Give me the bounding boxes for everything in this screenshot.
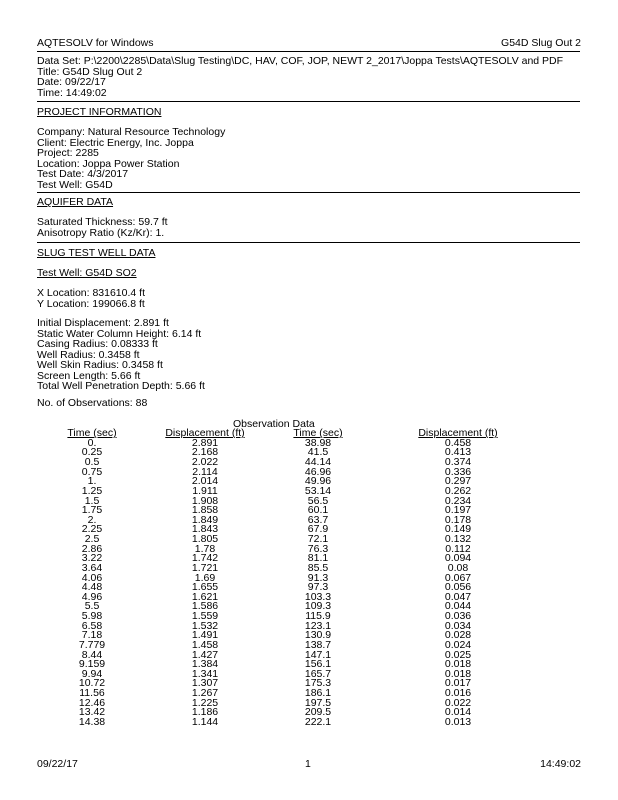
cell-displacement-2: 0.025 (444, 648, 472, 661)
cell-displacement-2: 0.132 (444, 533, 472, 546)
cell-displacement-1: 1.621 (191, 590, 219, 603)
cell-displacement-1: 1.858 (191, 504, 219, 517)
project-test-date: Test Date: 4/3/2017 (37, 168, 129, 180)
aquifer-divider (37, 242, 580, 243)
cell-displacement-2: 0.094 (444, 552, 472, 565)
cell-displacement-1: 1.805 (191, 533, 219, 546)
cell-time-1: 6.58 (81, 619, 103, 632)
cell-displacement-1: 2.014 (191, 475, 219, 488)
cell-time-2: 91.3 (307, 571, 329, 584)
well-param: Static Water Column Height: 6.14 ft (37, 327, 202, 340)
cell-time-1: 5.98 (81, 610, 103, 623)
cell-displacement-2: 0.017 (444, 677, 472, 690)
cell-time-1: 5.5 (84, 600, 100, 613)
cell-displacement-2: 0.297 (444, 475, 472, 488)
col-header-time-2: Time (sec) (293, 427, 343, 440)
project-divider (37, 192, 580, 193)
cell-time-1: 1.75 (81, 504, 103, 517)
cell-displacement-2: 0.178 (444, 513, 472, 526)
cell-displacement-2: 0.018 (444, 658, 472, 671)
cell-time-2: 130.9 (304, 629, 332, 642)
cell-time-1: 2. (87, 513, 97, 526)
cell-displacement-2: 0.044 (444, 600, 472, 613)
cell-time-1: 1.25 (81, 484, 103, 497)
cell-time-2: 56.5 (307, 494, 329, 507)
meta-block (37, 56, 563, 98)
observation-table (37, 429, 543, 727)
cell-time-1: 7.18 (81, 629, 103, 642)
cell-time-2: 222.1 (304, 715, 332, 728)
project-company: Company: Natural Resource Technology (37, 126, 226, 138)
cell-displacement-2: 0.014 (444, 706, 472, 719)
cell-time-1: 3.22 (81, 552, 103, 565)
cell-displacement-2: 0.067 (444, 571, 472, 584)
cell-displacement-2: 0.336 (444, 465, 472, 478)
col-header-time-1: Time (sec) (67, 427, 117, 440)
meta-date: Date: 09/22/17 (37, 76, 106, 88)
project-location: Location: Joppa Power Station (37, 157, 180, 170)
aquifer-anisotropy: Anisotropy Ratio (Kz/Kr): 1. (37, 226, 165, 239)
cell-displacement-2: 0.08 (447, 561, 469, 574)
cell-displacement-1: 1.69 (194, 571, 216, 584)
well-params-block (37, 318, 205, 392)
cell-time-1: 0.75 (81, 465, 103, 478)
cell-time-1: 8.44 (81, 648, 103, 661)
cell-time-2: 63.7 (307, 513, 329, 526)
cell-time-1: 1.5 (84, 494, 100, 507)
cell-displacement-1: 2.891 (191, 436, 219, 449)
cell-displacement-1: 1.78 (194, 542, 216, 555)
cell-displacement-1: 1.225 (191, 696, 219, 709)
cell-time-2: 123.1 (304, 619, 332, 632)
cell-displacement-2: 0.047 (444, 590, 472, 603)
cell-displacement-1: 1.721 (191, 561, 219, 574)
cell-time-2: 44.14 (304, 456, 332, 469)
cell-time-2: 72.1 (307, 533, 329, 546)
cell-displacement-1: 1.911 (192, 484, 218, 497)
cell-displacement-2: 0.197 (444, 504, 472, 517)
meta-divider (37, 101, 580, 102)
cell-displacement-1: 1.849 (191, 513, 219, 526)
cell-time-1: 14.38 (78, 715, 106, 728)
cell-time-1: 10.72 (78, 677, 106, 690)
cell-time-1: 13.42 (78, 706, 106, 719)
cell-displacement-1: 1.586 (191, 600, 219, 613)
cell-time-2: 147.1 (304, 648, 332, 661)
well-y-location: Y Location: 199066.8 ft (37, 297, 145, 310)
cell-time-2: 97.3 (307, 581, 329, 594)
cell-displacement-2: 0.234 (444, 494, 472, 507)
cell-displacement-2: 0.056 (444, 581, 472, 594)
cell-displacement-2: 0.036 (444, 610, 472, 623)
cell-displacement-2: 0.018 (444, 667, 472, 680)
cell-displacement-1: 1.843 (191, 523, 219, 536)
cell-time-1: 2.5 (84, 533, 100, 546)
cell-time-1: 4.48 (81, 581, 103, 594)
cell-displacement-1: 1.742 (191, 552, 219, 565)
cell-displacement-1: 1.384 (191, 658, 219, 671)
well-param: Initial Displacement: 2.891 ft (37, 317, 169, 329)
cell-time-2: 209.5 (304, 706, 332, 719)
cell-displacement-1: 1.427 (191, 648, 219, 661)
cell-time-2: 197.5 (304, 696, 332, 709)
well-test-well: Test Well: G54D SO2 (37, 267, 137, 279)
cell-time-2: 38.98 (304, 436, 332, 449)
cell-displacement-1: 1.532 (191, 619, 219, 632)
cell-time-2: 109.3 (304, 600, 332, 613)
cell-displacement-2: 0.374 (444, 456, 472, 469)
cell-displacement-1: 1.307 (191, 677, 219, 690)
well-param: Total Well Penetration Depth: 5.66 ft (37, 380, 205, 392)
project-block (37, 127, 225, 190)
cell-time-1: 12.46 (78, 696, 106, 709)
cell-displacement-1: 1.458 (191, 638, 219, 651)
cell-time-1: 2.25 (81, 523, 103, 536)
project-client: Client: Electric Energy, Inc. Joppa (37, 136, 194, 149)
cell-displacement-1: 1.908 (191, 494, 219, 507)
cell-time-2: 49.96 (304, 475, 332, 488)
cell-displacement-2: 0.024 (444, 638, 472, 651)
cell-displacement-2: 0.458 (444, 436, 472, 449)
observation-title: Observation Data (233, 418, 315, 430)
meta-data-set: Data Set: P:\2200\2285\Data\Slug Testing\DC, HAV, COF, JOP, NEWT 2_2017\Joppa Tests\AQTESOLV and PDF (37, 55, 564, 67)
cell-time-1: 2.86 (81, 542, 103, 555)
meta-title: Title: G54D Slug Out 2 (37, 65, 143, 78)
cell-time-2: 103.3 (304, 590, 332, 603)
col-header-displacement-1: Displacement (ft) (165, 427, 245, 440)
cell-time-1: 0.25 (81, 446, 103, 459)
well-param: Screen Length: 5.66 ft (37, 369, 141, 382)
cell-time-1: 9.94 (81, 667, 103, 680)
cell-time-2: 85.5 (307, 561, 329, 574)
cell-displacement-2: 0.022 (444, 696, 472, 709)
well-param: Well Skin Radius: 0.3458 ft (37, 359, 163, 371)
cell-displacement-1: 1.655 (191, 581, 219, 594)
cell-displacement-2: 0.034 (444, 619, 472, 632)
cell-time-1: 1. (87, 475, 97, 488)
footer-date: 09/22/17 (37, 758, 78, 770)
cell-displacement-2: 0.028 (444, 629, 472, 642)
well-num-observations: No. of Observations: 88 (37, 397, 148, 409)
cell-displacement-1: 1.186 (191, 706, 219, 719)
cell-time-2: 81.1 (307, 552, 329, 565)
well-param: Well Radius: 0.3458 ft (37, 348, 140, 361)
cell-time-2: 67.9 (307, 523, 329, 536)
header-app-name: AQTESOLV for Windows (37, 37, 154, 49)
cell-time-1: 4.96 (81, 590, 103, 603)
cell-displacement-2: 0.262 (444, 484, 472, 497)
project-number: Project: 2285 (37, 147, 99, 159)
cell-displacement-1: 1.144 (191, 715, 219, 728)
cell-displacement-2: 0.016 (444, 687, 472, 700)
cell-time-2: 138.7 (304, 638, 332, 651)
cell-time-1: 0.5 (84, 456, 100, 469)
cell-time-2: 156.1 (304, 658, 332, 671)
aquifer-heading: AQUIFER DATA (37, 196, 114, 208)
cell-displacement-2: 0.149 (444, 523, 472, 536)
observation-rows (37, 436, 543, 728)
cell-time-2: 186.1 (304, 687, 332, 700)
well-param: Casing Radius: 0.08333 ft (37, 338, 158, 350)
meta-time: Time: 14:49:02 (37, 86, 107, 99)
footer-time: 14:49:02 (540, 758, 581, 770)
cell-time-1: 9.159 (78, 658, 106, 671)
cell-displacement-1: 1.559 (191, 610, 219, 623)
cell-displacement-2: 0.413 (444, 446, 472, 459)
cell-time-2: 115.9 (305, 610, 331, 623)
well-heading: SLUG TEST WELL DATA (37, 247, 156, 259)
cell-time-1: 0. (87, 436, 97, 449)
cell-time-1: 3.64 (81, 561, 103, 574)
cell-displacement-1: 2.168 (191, 446, 219, 459)
cell-displacement-1: 1.491 (191, 629, 219, 642)
footer-page-number: 1 (305, 758, 311, 770)
table-row (37, 718, 543, 728)
cell-time-1: 4.06 (81, 571, 103, 584)
cell-time-1: 11.56 (79, 687, 105, 700)
cell-time-2: 41.5 (307, 446, 329, 459)
cell-displacement-1: 1.341 (191, 667, 219, 680)
project-test-well: Test Well: G54D (37, 178, 113, 191)
cell-time-2: 76.3 (307, 542, 329, 555)
cell-time-2: 175.3 (304, 677, 332, 690)
cell-time-2: 165.7 (304, 667, 332, 680)
cell-time-2: 46.96 (304, 465, 332, 478)
cell-displacement-1: 2.114 (192, 465, 218, 478)
cell-time-1: 7.779 (78, 638, 106, 651)
col-header-displacement-2: Displacement (ft) (418, 427, 498, 440)
cell-displacement-1: 1.267 (191, 687, 219, 700)
cell-displacement-1: 2.022 (191, 456, 219, 469)
cell-displacement-2: 0.112 (445, 542, 471, 555)
project-heading: PROJECT INFORMATION (37, 106, 162, 118)
well-location-block (37, 288, 145, 309)
aquifer-saturated-thickness: Saturated Thickness: 59.7 ft (37, 216, 168, 228)
cell-time-2: 53.14 (304, 484, 332, 497)
header-doc-title: G54D Slug Out 2 (501, 37, 581, 49)
cell-displacement-2: 0.013 (444, 715, 472, 728)
aquifer-block (37, 217, 168, 238)
well-x-location: X Location: 831610.4 ft (37, 287, 145, 299)
header-divider (37, 51, 580, 52)
cell-time-2: 60.1 (307, 504, 329, 517)
